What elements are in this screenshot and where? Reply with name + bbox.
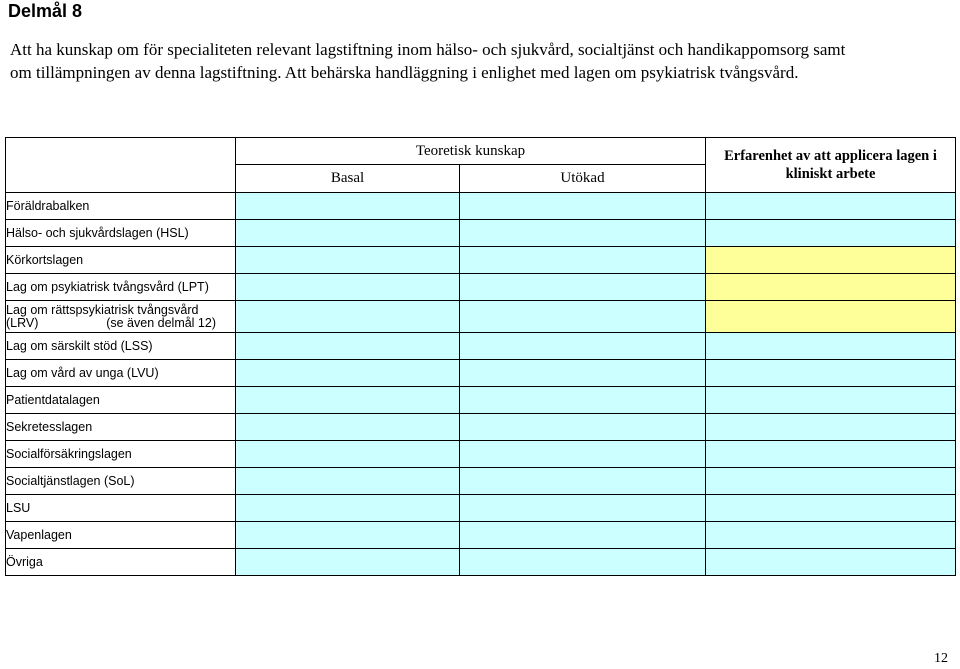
cell-experience[interactable] bbox=[706, 468, 956, 495]
cell-basal[interactable] bbox=[236, 468, 460, 495]
cell-basal[interactable] bbox=[236, 549, 460, 576]
cell-basal[interactable] bbox=[236, 247, 460, 274]
table-row bbox=[6, 360, 956, 387]
table-row bbox=[6, 468, 956, 495]
cell-experience[interactable] bbox=[706, 247, 956, 274]
table-row bbox=[6, 441, 956, 468]
law-competence-table bbox=[5, 137, 956, 576]
cell-experience[interactable] bbox=[706, 193, 956, 220]
cell-utokad[interactable] bbox=[460, 274, 706, 301]
table-row bbox=[6, 522, 956, 549]
header-utokad: Utökad bbox=[460, 165, 706, 193]
cell-utokad[interactable] bbox=[460, 360, 706, 387]
cell-utokad[interactable] bbox=[460, 301, 706, 333]
row-label-note: (se även delmål 12) bbox=[106, 315, 216, 330]
row-label: Sekretesslagen bbox=[6, 414, 236, 441]
intro-text bbox=[10, 38, 950, 84]
cell-utokad[interactable] bbox=[460, 414, 706, 441]
row-label: Föräldrabalken bbox=[6, 193, 236, 220]
table-row bbox=[6, 274, 956, 301]
cell-utokad[interactable] bbox=[460, 495, 706, 522]
row-label: Patientdatalagen bbox=[6, 387, 236, 414]
cell-experience[interactable] bbox=[706, 301, 956, 333]
cell-basal[interactable] bbox=[236, 522, 460, 549]
row-label: Lag om särskilt stöd (LSS) bbox=[6, 333, 236, 360]
cell-basal[interactable] bbox=[236, 360, 460, 387]
row-label: LSU bbox=[6, 495, 236, 522]
cell-basal[interactable] bbox=[236, 495, 460, 522]
cell-utokad[interactable] bbox=[460, 522, 706, 549]
cell-basal[interactable] bbox=[236, 387, 460, 414]
page-number: 12 bbox=[934, 651, 948, 666]
header-theory: Teoretisk kunskap bbox=[236, 138, 706, 165]
header-empty-cell bbox=[6, 138, 236, 193]
header-experience: Erfarenhet av att applicera lagen i kliniskt arbete bbox=[706, 138, 956, 193]
table-row bbox=[6, 333, 956, 360]
cell-utokad[interactable] bbox=[460, 441, 706, 468]
cell-utokad[interactable] bbox=[460, 247, 706, 274]
table-row bbox=[6, 301, 956, 333]
cell-basal[interactable] bbox=[236, 414, 460, 441]
cell-experience[interactable] bbox=[706, 522, 956, 549]
cell-experience[interactable] bbox=[706, 441, 956, 468]
row-label-line-1: Lag om rättspsykiatrisk tvångsvård bbox=[6, 302, 199, 317]
table-row bbox=[6, 193, 956, 220]
cell-experience[interactable] bbox=[706, 414, 956, 441]
cell-utokad[interactable] bbox=[460, 193, 706, 220]
cell-experience[interactable] bbox=[706, 333, 956, 360]
section-title: Delmål 8 bbox=[8, 1, 83, 21]
cell-basal[interactable] bbox=[236, 301, 460, 333]
intro-line-1: Att ha kunskap om för specialiteten relevant lagstiftning inom hälso- och sjukvård, socialtjänst och handikappomsorg samt bbox=[10, 40, 846, 59]
row-label-abbrev: (LRV) bbox=[6, 315, 39, 330]
cell-utokad[interactable] bbox=[460, 333, 706, 360]
cell-basal[interactable] bbox=[236, 220, 460, 247]
cell-experience[interactable] bbox=[706, 387, 956, 414]
row-label: Lag om vård av unga (LVU) bbox=[6, 360, 236, 387]
cell-experience[interactable] bbox=[706, 495, 956, 522]
row-label: Lag om psykiatrisk tvångsvård (LPT) bbox=[6, 274, 236, 301]
row-label: Socialtjänstlagen (SoL) bbox=[6, 468, 236, 495]
cell-basal[interactable] bbox=[236, 441, 460, 468]
header-basal: Basal bbox=[236, 165, 460, 193]
table-row bbox=[6, 387, 956, 414]
cell-utokad[interactable] bbox=[460, 387, 706, 414]
cell-basal[interactable] bbox=[236, 274, 460, 301]
cell-experience[interactable] bbox=[706, 360, 956, 387]
cell-basal[interactable] bbox=[236, 333, 460, 360]
row-label: Vapenlagen bbox=[6, 522, 236, 549]
cell-utokad[interactable] bbox=[460, 549, 706, 576]
row-label-line-2 bbox=[6, 317, 216, 330]
cell-experience[interactable] bbox=[706, 220, 956, 247]
row-label bbox=[6, 301, 236, 333]
table-row bbox=[6, 247, 956, 274]
row-label: Socialförsäkringslagen bbox=[6, 441, 236, 468]
table-row bbox=[6, 414, 956, 441]
table-row bbox=[6, 220, 956, 247]
intro-line-2: om tillämpningen av denna lagstiftning. Att behärska handläggning i enlighet med lagen om psykiatrisk tvångsvård. bbox=[10, 63, 799, 82]
row-label: Övriga bbox=[6, 549, 236, 576]
table-row bbox=[6, 495, 956, 522]
table-row bbox=[6, 549, 956, 576]
row-label: Hälso- och sjukvårdslagen (HSL) bbox=[6, 220, 236, 247]
cell-utokad[interactable] bbox=[460, 468, 706, 495]
cell-basal[interactable] bbox=[236, 193, 460, 220]
cell-utokad[interactable] bbox=[460, 220, 706, 247]
cell-experience[interactable] bbox=[706, 549, 956, 576]
row-label: Körkortslagen bbox=[6, 247, 236, 274]
cell-experience[interactable] bbox=[706, 274, 956, 301]
